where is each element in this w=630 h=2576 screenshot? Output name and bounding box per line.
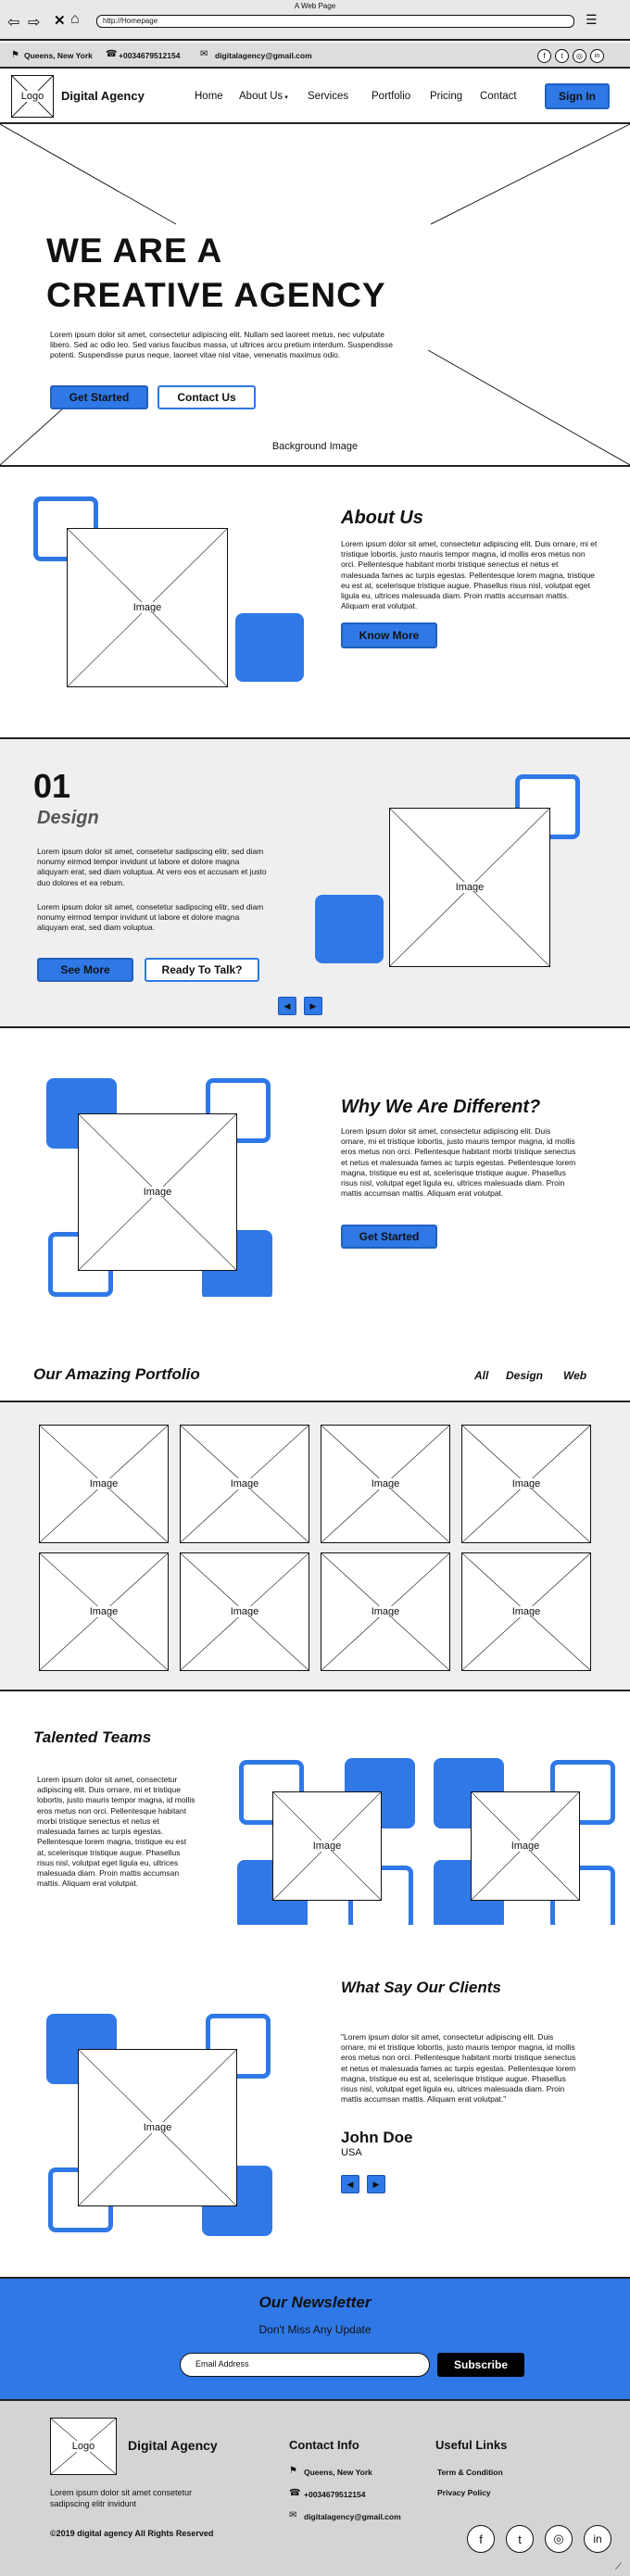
why-title: Why We Are Different?: [341, 1097, 541, 1117]
client-name: John Doe: [341, 2129, 413, 2146]
linkedin-icon[interactable]: in: [590, 49, 604, 63]
logo-text: Logo: [20, 91, 44, 102]
link-privacy[interactable]: Privacy Policy: [437, 2488, 491, 2497]
design-text-2: Lorem ipsum dolor sit amet, consetetur sadipscing elitr, sed diam nonumy eirmod tempor invidunt ut labore et dolore magna aliquyam erat, sed diam voluptua.: [37, 902, 264, 933]
nav-item-contact[interactable]: Contact: [480, 91, 517, 102]
prev-arrow-icon[interactable]: ◀: [341, 2175, 359, 2193]
about-image: [67, 528, 228, 687]
forward-icon[interactable]: ⇨: [28, 15, 41, 31]
client-quote: "Lorem ipsum dolor sit amet, consectetur adipiscing elit. Duis ornare, mi et tristique lobortis, justo mauris tempor magna, id mollis eros metus non orci. Pellentesque habitant morbi tristique senectus et netus et malesuada fames ac turpis egestas. Pellentesque lorem magna, tristique eu est at, scelerisque tristique augue. Phasellus risus nisl, volutpat eget ligula eu, ultrices malesuada diam. Proin mattis accumsan mattis. Aliquam erat volutpat.": [341, 2032, 576, 2105]
why-text: Lorem ipsum dolor sit amet, consectetur adipiscing elit. Duis ornare, mi et tristique lobortis, justo mauris tempor magna, id mollis eros metus non orci. Pellentesque habitant morbi tristique senectus et netus et malesuada fames ac turpis egestas. Pellentesque lorem magna, tristique eu est at, scelerisque tristique augue. Phasellus risus nisl, volutpat eget ligula eu, ultrices malesuada diam. Proin mattis accumsan mattis. Aliquam erat volutpat.: [341, 1126, 576, 1199]
next-arrow-icon[interactable]: ▶: [304, 997, 322, 1015]
portfolio-item[interactable]: [321, 1552, 450, 1671]
image-label: Image: [143, 1187, 172, 1198]
portfolio-item[interactable]: [461, 1425, 591, 1543]
client-image: [78, 2049, 237, 2206]
nav-item-pricing[interactable]: Pricing: [430, 91, 463, 102]
teams-section: [0, 1691, 630, 1925]
chevron-down-icon: ▾: [283, 94, 288, 101]
image-label: Image: [511, 1478, 541, 1489]
subscribe-button[interactable]: Subscribe: [437, 2353, 524, 2377]
why-section: [0, 1028, 630, 1297]
get-started-button[interactable]: Get Started: [50, 385, 148, 409]
image-label: Image: [455, 882, 485, 893]
filter-design[interactable]: Design: [506, 1369, 544, 1382]
nav-item-about-label: About Us: [239, 91, 284, 102]
image-label: Image: [371, 1606, 400, 1617]
nav-item-services[interactable]: Services: [308, 91, 349, 102]
hero-text: Lorem ipsum dolor sit amet, consectetur adipiscing elit. Nullam sed laoreet metus, nec vulputate libero. Sed ac odio leo. Sed varius faucibus massa, ut ultrices arcu pretium interdum. Suspendisse potenti. Suspendisse purus neque, laoreet vitae nisl vitae, venenatis maximus odio.: [50, 330, 393, 360]
links-title: Useful Links: [435, 2438, 508, 2452]
clients-section: [0, 1925, 630, 2277]
instagram-icon[interactable]: ◎: [573, 49, 586, 63]
phone-icon: ☎: [106, 49, 118, 59]
portfolio-header: [0, 1297, 630, 1401]
footer: [0, 2401, 630, 2576]
image-label: Image: [371, 1478, 400, 1489]
why-get-started-button[interactable]: Get Started: [341, 1225, 437, 1249]
close-icon[interactable]: ✕: [54, 13, 66, 29]
logo[interactable]: [11, 75, 54, 118]
filter-all[interactable]: All: [474, 1369, 489, 1382]
portfolio-item[interactable]: [321, 1425, 450, 1543]
twitter-icon[interactable]: t: [555, 49, 569, 63]
top-info-bar: [0, 43, 630, 69]
portfolio-item[interactable]: [180, 1425, 309, 1543]
main-nav: [0, 70, 630, 122]
image-label: Image: [511, 1606, 541, 1617]
prev-arrow-icon[interactable]: ◀: [278, 997, 296, 1015]
window-title: A Web Page: [294, 2, 336, 10]
portfolio-item[interactable]: [461, 1552, 591, 1671]
home-icon[interactable]: ⌂: [70, 11, 80, 27]
flag-icon: ⚑: [11, 50, 19, 60]
hero-section: [0, 124, 630, 465]
resize-handle-icon[interactable]: ⟋: [615, 2562, 622, 2572]
image-label: Image: [132, 602, 162, 613]
hero-title-line1: WE ARE A: [46, 232, 223, 270]
newsletter-email-input[interactable]: [180, 2353, 430, 2377]
design-title: Design: [37, 808, 99, 828]
hero-title-line2: CREATIVE AGENCY: [46, 276, 386, 314]
browser-window: [0, 0, 630, 41]
teams-text: Lorem ipsum dolor sit amet, consectetur adipiscing elit. Duis ornare, mi et tristique lobortis, justo mauris tempor magna, id mollis eros metus non orci. Pellentesque habitant morbi tristique senectus et netus et malesuada fames ac turpis egestas. Pellentesque lorem magna, tristique eu est at, scelerisque tristique augue. Phasellus risus nisl, volutpat eget ligula eu, ultrices malesuada diam. Proin mattis accumsan mattis. Aliquam erat volutpat.: [37, 1775, 195, 1889]
topbar-phone: +0034679512154: [119, 51, 181, 60]
footer-email: digitalagency@gmail.com: [304, 2512, 401, 2521]
footer-location: Queens, New York: [304, 2468, 372, 2477]
newsletter-subtitle: Don't Miss Any Update: [258, 2323, 372, 2336]
clients-title: What Say Our Clients: [341, 1979, 501, 1996]
design-number: 01: [33, 767, 71, 805]
footer-copyright: ©2019 digital agency All Rights Reserved: [50, 2529, 214, 2538]
linkedin-icon[interactable]: in: [584, 2525, 611, 2553]
address-url: http://Homepage: [103, 17, 158, 25]
decor-square: [235, 613, 304, 682]
mail-icon: ✉: [200, 49, 208, 59]
image-label: Image: [143, 2122, 172, 2133]
portfolio-item[interactable]: [180, 1552, 309, 1671]
why-image: [78, 1113, 237, 1271]
facebook-icon[interactable]: f: [467, 2525, 495, 2553]
image-label: Image: [89, 1606, 119, 1617]
design-text-1: Lorem ipsum dolor sit amet, consetetur sadipscing elitr, sed diam nonumy eirmod tempor invidunt ut labore et dolore magna aliquyam erat, sed diam voluptua. At vero eos et accusam et justo duo dolores et ea rebum.: [37, 847, 267, 887]
topbar-location: Queens, New York: [24, 51, 93, 60]
topbar-email: digitalagency@gmail.com: [215, 51, 312, 60]
back-icon[interactable]: ⇦: [7, 15, 20, 31]
background-image-label: Background Image: [271, 441, 359, 452]
about-title: About Us: [341, 508, 423, 528]
instagram-icon[interactable]: ◎: [545, 2525, 573, 2553]
see-more-button[interactable]: See More: [37, 958, 133, 982]
portfolio-title: Our Amazing Portfolio: [33, 1365, 200, 1383]
team-image: [272, 1791, 382, 1901]
footer-phone: +0034679512154: [304, 2490, 366, 2499]
about-text: Lorem ipsum dolor sit amet, consectetur adipiscing elit. Duis ornare, mi et tristique lobortis, justo mauris tempor magna, id mollis eros metus non orci. Pellentesque habitant morbi tristique senectus et netus et malesuada fames ac turpis egestas. Pellentesque lorem magna, tristique eu est at, scelerisque tristique augue. Phasellus risus nisl, volutpat eget ligula eu, ultrices malesuada diam. Proin mattis accumsan mattis. Aliquam erat volutpat.: [341, 539, 598, 611]
know-more-button[interactable]: Know More: [341, 622, 437, 648]
phone-icon: ☎: [289, 2488, 301, 2498]
design-image: [389, 808, 550, 967]
facebook-icon[interactable]: f: [537, 49, 551, 63]
client-country: USA: [341, 2147, 362, 2158]
logo-text: Logo: [71, 2441, 95, 2452]
image-label: Image: [230, 1606, 259, 1617]
portfolio-item[interactable]: [39, 1552, 169, 1671]
nav-item-about[interactable]: [239, 91, 288, 102]
image-label: Image: [230, 1478, 259, 1489]
brand-name[interactable]: Digital Agency: [61, 89, 145, 103]
mail-icon: ✉: [289, 2510, 297, 2520]
ready-to-talk-button[interactable]: Ready To Talk?: [145, 958, 259, 982]
team-image: [471, 1791, 580, 1901]
newsletter-title: Our Newsletter: [258, 2293, 372, 2311]
twitter-icon[interactable]: t: [506, 2525, 534, 2553]
flag-icon: ⚑: [289, 2466, 297, 2476]
contact-title: Contact Info: [289, 2438, 359, 2452]
newsletter-section: [0, 2279, 630, 2399]
sign-in-button[interactable]: Sign In: [545, 83, 610, 109]
link-terms[interactable]: Term & Condition: [437, 2468, 503, 2477]
nav-item-portfolio[interactable]: Portfolio: [372, 91, 411, 102]
image-label: Image: [510, 1841, 540, 1852]
image-label: Image: [89, 1478, 119, 1489]
menu-icon[interactable]: ☰: [586, 12, 598, 27]
about-section: [0, 467, 630, 737]
footer-text: Lorem ipsum dolor sit amet consetetur sadipscing elitr invidunt: [50, 2488, 193, 2508]
footer-logo[interactable]: [50, 2418, 117, 2475]
portfolio-grid: [0, 1402, 630, 1690]
footer-brand: Digital Agency: [128, 2438, 218, 2453]
image-label: Image: [312, 1841, 342, 1852]
address-bar[interactable]: [96, 15, 574, 28]
portfolio-item[interactable]: [39, 1425, 169, 1543]
contact-us-button[interactable]: Contact Us: [158, 385, 256, 409]
filter-web[interactable]: Web: [563, 1369, 587, 1382]
nav-item-home[interactable]: Home: [195, 91, 223, 102]
design-section: [0, 739, 630, 1026]
email-placeholder: Email Address: [195, 2359, 249, 2369]
next-arrow-icon[interactable]: ▶: [367, 2175, 385, 2193]
teams-title: Talented Teams: [33, 1728, 152, 1746]
decor-square: [315, 895, 384, 963]
